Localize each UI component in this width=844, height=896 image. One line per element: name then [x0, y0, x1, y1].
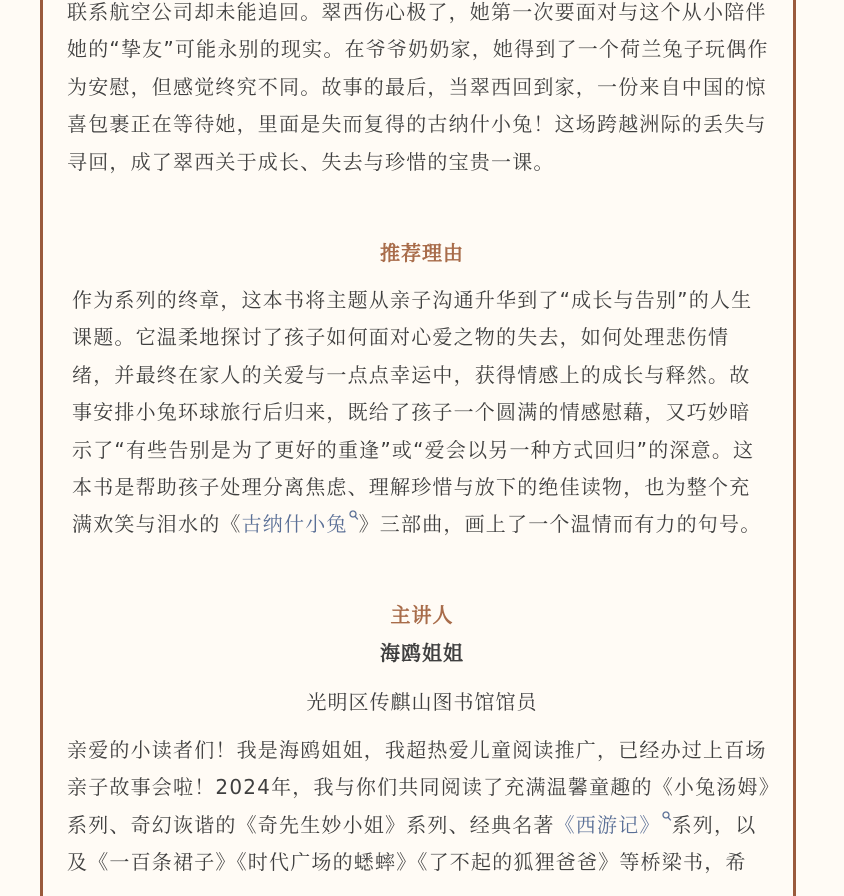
reason-line: 课题。它温柔地探讨了孩子如何面对心爱之物的失去，如何处理悲伤情: [72, 325, 730, 350]
story-line: 喜包裹正在等待她，里面是失而复得的古纳什小兔！这场跨越洲际的丢失与: [67, 112, 767, 137]
reason-line: 绪，并最终在家人的关爱与一点点幸运中，获得情感上的成长与释然。故: [72, 362, 751, 387]
speaker-line-3-pre: 系列、奇幻诙谐的《奇先生妙小姐》系列、经典名著: [67, 812, 555, 837]
story-paragraph: [67, 0, 777, 181]
speaker-paragraph: [67, 732, 780, 882]
reason-last-line-pre: 满欢笑与泪水的《: [72, 512, 242, 537]
speaker-heading: 主讲人: [390, 603, 454, 627]
reason-line: 事安排小兔环球旅行后归来，既给了孩子一个圆满的情感慰藉，又巧妙暗: [72, 400, 751, 425]
reason-line: 作为系列的终章，这本书将主题从亲子沟通升华到了“成长与告别”的人生: [72, 288, 753, 312]
story-line: 寻回，成了翠西关于成长、失去与珍惜的宝贵一课。: [67, 149, 555, 174]
speaker-line: 亲子故事会啦！2024年，我与你们共同阅读了充满温馨童趣的《小兔汤姆》: [67, 775, 780, 800]
speaker-line: 及《一百条裙子》《时代广场的蟋蟀》《了不起的狐狸爸爸》等桥梁书，希: [67, 850, 747, 875]
speaker-title: 光明区传麒山图书馆馆员: [306, 690, 538, 714]
reason-last-line: [72, 506, 772, 543]
book-link-gunash[interactable]: 古纳什小兔: [241, 512, 348, 537]
story-line: 为安慰，但感觉终究不同。故事的最后，当翠西回到家，一份来自中国的惊: [67, 74, 767, 99]
reason-heading: 推荐理由: [380, 241, 464, 265]
story-line: 联系航空公司却未能追回。翠西伤心极了，她第一次要面对与这个从小陪伴: [67, 0, 767, 24]
speaker-name: 海鸥姐姐: [380, 641, 464, 665]
search-icon[interactable]: [349, 510, 359, 522]
speaker-line: 亲爱的小读者们！我是海鸥姐姐，我超热爱儿童阅读推广，已经办过上百场: [67, 738, 767, 762]
speaker-line-3-post: 系列，以: [671, 812, 757, 837]
reason-line: 本书是帮助孩子处理分离焦虑、理解珍惜与放下的绝佳读物，也为整个充: [72, 475, 751, 500]
search-icon[interactable]: [662, 811, 672, 823]
reason-paragraph: [72, 282, 772, 544]
book-link-xiyouji[interactable]: 《西游记》: [554, 812, 661, 837]
speaker-line-3: [67, 807, 777, 844]
story-line: 她的“挚友”可能永别的现实。在爷爷奶奶家，她得到了一个荷兰兔子玩偶作: [67, 37, 769, 62]
reason-last-line-post: 》三部曲，画上了一个温情而有力的句号。: [358, 512, 762, 537]
reason-line: 示了“有些告别是为了更好的重逢”或“爱会以另一种方式回归”的深意。这: [72, 437, 755, 462]
